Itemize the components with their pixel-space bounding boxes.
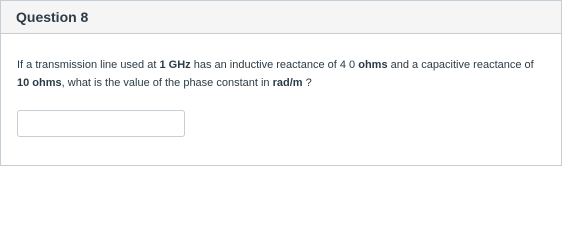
question-text-part: has an inductive reactance of 4 0 [190, 59, 359, 71]
question-text-emphasis: 1 GHz [159, 59, 191, 71]
question-text [17, 56, 546, 92]
answer-input[interactable] [17, 110, 185, 137]
question-text-part: ? [302, 77, 312, 89]
question-text-emphasis: rad/m [272, 77, 303, 89]
question-text-part: and a capacitive reactance of [387, 59, 534, 71]
question-text-part: If a transmission line used at [17, 59, 160, 71]
question-title: Question 8 [16, 9, 89, 25]
question-body [1, 34, 561, 137]
question-text-emphasis: 10 ohms [17, 77, 62, 89]
question-text-part: , what is the value of the phase constant in [61, 77, 273, 89]
question-header [1, 1, 561, 34]
question-text-emphasis: ohms [358, 59, 388, 71]
